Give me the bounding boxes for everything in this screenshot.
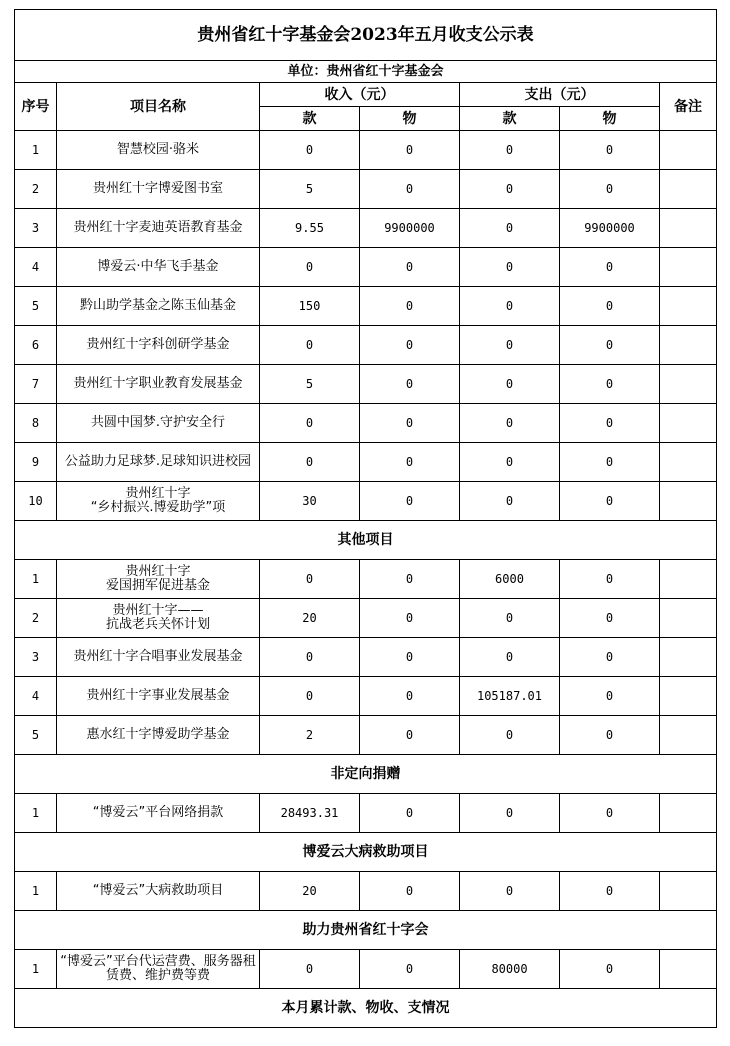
table-row [15, 170, 717, 209]
row-income-money: 150 [260, 287, 360, 326]
row-expense-money: 0 [460, 131, 560, 170]
row-expense-money: 6000 [460, 560, 560, 599]
row-seq: 5 [15, 716, 57, 755]
row-seq: 6 [15, 326, 57, 365]
row-expense-money: 0 [460, 404, 560, 443]
row-expense-goods: 0 [560, 716, 660, 755]
row-income-money: 0 [260, 326, 360, 365]
row-income-goods: 0 [360, 131, 460, 170]
row-remark [660, 287, 717, 326]
row-remark [660, 365, 717, 404]
row-expense-goods: 0 [560, 248, 660, 287]
row-name: “博爱云”大病救助项目 [57, 872, 260, 911]
row-name: 贵州红十字 爱国拥军促进基金 [57, 560, 260, 599]
row-income-goods: 0 [360, 365, 460, 404]
row-income-money: 20 [260, 599, 360, 638]
header-income-money: 款 [260, 107, 360, 131]
row-income-goods: 0 [360, 950, 460, 989]
row-seq: 4 [15, 677, 57, 716]
row-seq: 4 [15, 248, 57, 287]
row-expense-money: 0 [460, 287, 560, 326]
row-expense-goods: 0 [560, 638, 660, 677]
row-seq: 9 [15, 443, 57, 482]
row-seq: 1 [15, 131, 57, 170]
row-seq: 5 [15, 287, 57, 326]
row-expense-goods: 0 [560, 170, 660, 209]
row-expense-money: 0 [460, 326, 560, 365]
row-income-money: 0 [260, 404, 360, 443]
row-income-money: 0 [260, 248, 360, 287]
row-income-goods: 0 [360, 248, 460, 287]
row-income-goods: 0 [360, 443, 460, 482]
row-income-goods: 0 [360, 794, 460, 833]
section-title: 非定向捐赠 [15, 755, 717, 794]
row-remark [660, 872, 717, 911]
row-seq: 3 [15, 638, 57, 677]
row-income-goods: 0 [360, 287, 460, 326]
table-row [15, 365, 717, 404]
row-seq: 10 [15, 482, 57, 521]
row-expense-goods: 0 [560, 872, 660, 911]
row-expense-money: 0 [460, 170, 560, 209]
row-remark [660, 131, 717, 170]
row-expense-goods: 0 [560, 482, 660, 521]
row-income-goods: 0 [360, 404, 460, 443]
row-seq: 1 [15, 872, 57, 911]
row-name: 惠水红十字博爱助学基金 [57, 716, 260, 755]
row-expense-money: 0 [460, 599, 560, 638]
row-income-money: 0 [260, 677, 360, 716]
header-expense-goods: 物 [560, 107, 660, 131]
row-remark [660, 794, 717, 833]
row-name: 贵州红十字博爱图书室 [57, 170, 260, 209]
header-expense: 支出（元） [460, 83, 660, 107]
row-remark [660, 716, 717, 755]
row-income-goods: 0 [360, 560, 460, 599]
section-title: 其他项目 [15, 521, 717, 560]
row-seq: 1 [15, 950, 57, 989]
row-remark [660, 326, 717, 365]
row-seq: 1 [15, 560, 57, 599]
row-income-money: 28493.31 [260, 794, 360, 833]
section-title: 博爱云大病救助项目 [15, 833, 717, 872]
table-row [15, 716, 717, 755]
row-income-money: 30 [260, 482, 360, 521]
row-seq: 8 [15, 404, 57, 443]
row-income-goods: 0 [360, 677, 460, 716]
row-income-goods: 0 [360, 638, 460, 677]
header-income: 收入（元） [260, 83, 460, 107]
row-name: 黔山助学基金之陈玉仙基金 [57, 287, 260, 326]
row-income-money: 0 [260, 560, 360, 599]
row-expense-money: 0 [460, 248, 560, 287]
row-remark [660, 677, 717, 716]
row-expense-goods: 0 [560, 560, 660, 599]
row-income-money: 0 [260, 638, 360, 677]
unit-label: 单位：贵州省红十字基金会 [15, 61, 717, 83]
table-row [15, 638, 717, 677]
row-expense-goods: 0 [560, 326, 660, 365]
row-name: 博爱云·中华飞手基金 [57, 248, 260, 287]
row-name: 贵州红十字科创研学基金 [57, 326, 260, 365]
row-income-money: 20 [260, 872, 360, 911]
row-remark [660, 560, 717, 599]
row-expense-goods: 0 [560, 599, 660, 638]
row-remark [660, 950, 717, 989]
table-row [15, 560, 717, 599]
row-seq: 2 [15, 170, 57, 209]
row-income-money: 5 [260, 365, 360, 404]
row-expense-goods: 0 [560, 131, 660, 170]
row-expense-money: 0 [460, 716, 560, 755]
header-remark: 备注 [660, 83, 717, 131]
table-row [15, 794, 717, 833]
row-income-goods: 0 [360, 482, 460, 521]
row-name: 贵州红十字 “乡村振兴.博爱助学”项 [57, 482, 260, 521]
row-income-goods: 0 [360, 170, 460, 209]
row-name: 贵州红十字职业教育发展基金 [57, 365, 260, 404]
row-remark [660, 599, 717, 638]
row-name: 贵州红十字合唱事业发展基金 [57, 638, 260, 677]
table-row [15, 482, 717, 521]
header-seq: 序号 [15, 83, 57, 131]
row-seq: 2 [15, 599, 57, 638]
header-name: 项目名称 [57, 83, 260, 131]
row-remark [660, 443, 717, 482]
row-expense-money: 0 [460, 443, 560, 482]
row-income-money: 0 [260, 950, 360, 989]
row-name: “博爱云”平台代运营费、服务器租赁费、维护费等费 [57, 950, 260, 989]
row-income-money: 9.55 [260, 209, 360, 248]
row-expense-money: 0 [460, 872, 560, 911]
table-row [15, 443, 717, 482]
finance-table [14, 9, 717, 1028]
row-income-goods: 0 [360, 599, 460, 638]
row-name: 公益助力足球梦.足球知识进校园 [57, 443, 260, 482]
row-expense-money: 80000 [460, 950, 560, 989]
table-row [15, 599, 717, 638]
table-row [15, 287, 717, 326]
header-income-goods: 物 [360, 107, 460, 131]
row-seq: 7 [15, 365, 57, 404]
section-title: 助力贵州省红十字会 [15, 911, 717, 950]
table-row [15, 677, 717, 716]
row-expense-goods: 0 [560, 404, 660, 443]
row-expense-money: 0 [460, 209, 560, 248]
table-row [15, 209, 717, 248]
table-row [15, 404, 717, 443]
row-income-money: 0 [260, 131, 360, 170]
table-row [15, 950, 717, 989]
row-income-money: 0 [260, 443, 360, 482]
section-title: 本月累计款、物收、支情况 [15, 989, 717, 1028]
row-expense-goods: 0 [560, 287, 660, 326]
row-income-goods: 0 [360, 326, 460, 365]
header-expense-money: 款 [460, 107, 560, 131]
row-expense-money: 0 [460, 794, 560, 833]
row-expense-goods: 0 [560, 443, 660, 482]
row-name: 智慧校园·骆米 [57, 131, 260, 170]
row-income-goods: 0 [360, 872, 460, 911]
row-name: 贵州红十字麦迪英语教育基金 [57, 209, 260, 248]
row-income-money: 2 [260, 716, 360, 755]
row-remark [660, 638, 717, 677]
row-expense-goods: 0 [560, 677, 660, 716]
row-name: 共圆中国梦.守护安全行 [57, 404, 260, 443]
row-name: 贵州红十字—— 抗战老兵关怀计划 [57, 599, 260, 638]
row-remark [660, 404, 717, 443]
row-remark [660, 209, 717, 248]
row-name: 贵州红十字事业发展基金 [57, 677, 260, 716]
table-row [15, 131, 717, 170]
row-expense-money: 0 [460, 365, 560, 404]
row-expense-money: 0 [460, 638, 560, 677]
row-seq: 3 [15, 209, 57, 248]
row-expense-goods: 9900000 [560, 209, 660, 248]
row-expense-goods: 0 [560, 950, 660, 989]
table-title: 贵州省红十字基金会2023年五月收支公示表 [15, 10, 717, 61]
table-row [15, 326, 717, 365]
row-remark [660, 482, 717, 521]
row-income-money: 5 [260, 170, 360, 209]
row-expense-money: 0 [460, 482, 560, 521]
table-row [15, 872, 717, 911]
row-expense-goods: 0 [560, 365, 660, 404]
row-seq: 1 [15, 794, 57, 833]
row-income-goods: 9900000 [360, 209, 460, 248]
row-remark [660, 170, 717, 209]
row-income-goods: 0 [360, 716, 460, 755]
row-name: “博爱云”平台网络捐款 [57, 794, 260, 833]
row-remark [660, 248, 717, 287]
table-row [15, 248, 717, 287]
row-expense-goods: 0 [560, 794, 660, 833]
row-expense-money: 105187.01 [460, 677, 560, 716]
